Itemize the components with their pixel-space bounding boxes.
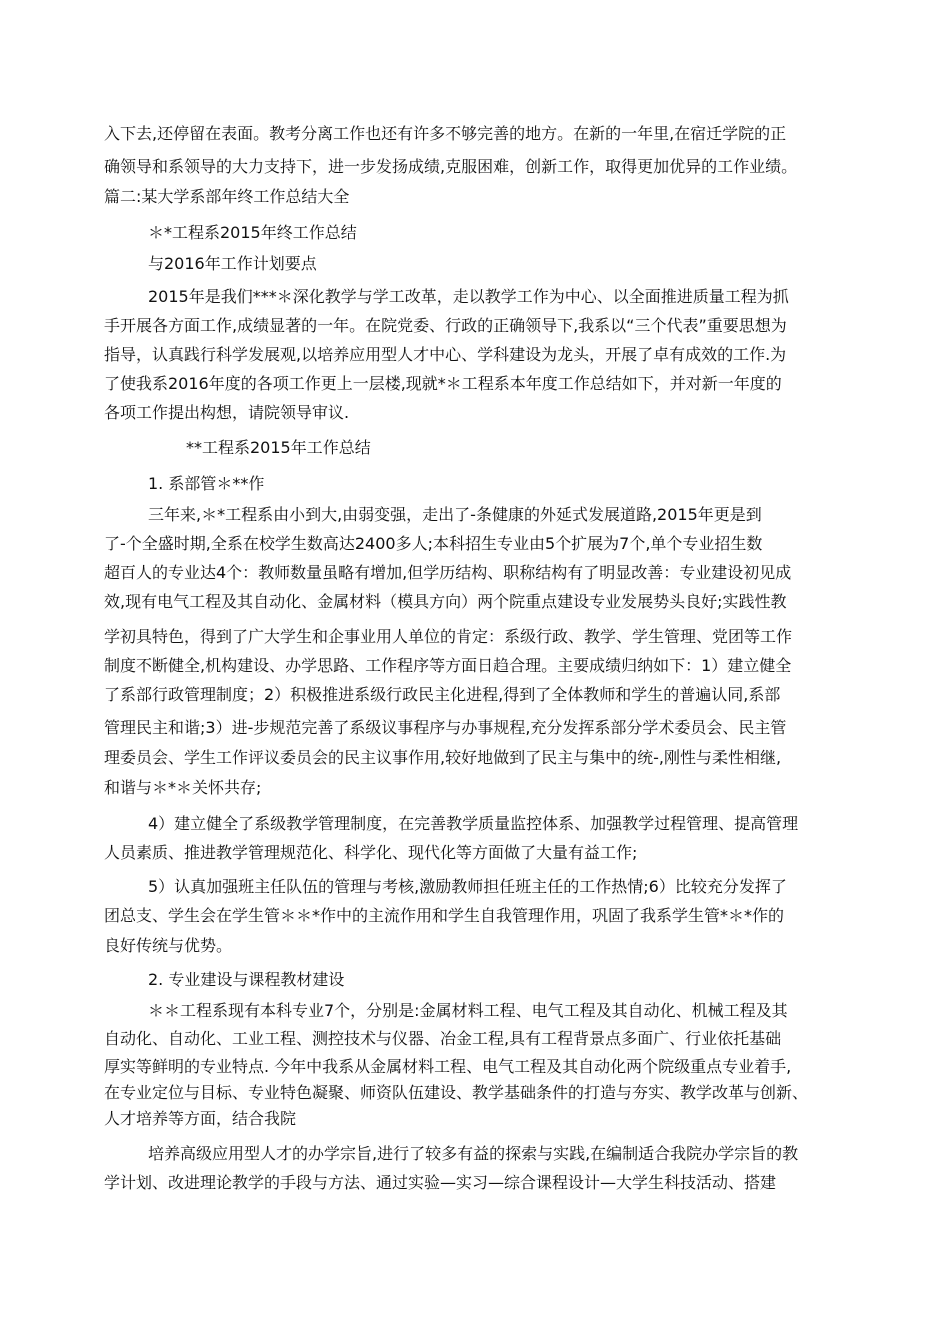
section-heading: **工程系2015年工作总结 — [186, 438, 371, 457]
text-line: 4）建立健全了系级教学管理制度，在完善教学质量监控体系、加强教学过程管理、提高管理 — [148, 814, 799, 833]
section-heading: 2. 专业建设与课程教材建设 — [148, 970, 345, 989]
text-line: 指导，认真践行科学发展观,以培养应用型人才中心、学科建设为龙头，开展了卓有成效的工作.为 — [104, 345, 787, 364]
section-heading: 篇二:某大学系部年终工作总结大全 — [104, 187, 350, 206]
text-line: 2015年是我们***＊深化教学与学工改革，走以教学工作为中心、以全面推进质量工程为抓 — [148, 287, 789, 306]
text-line: 手开展各方面工作,成绩显著的一年。在院党委、行政的正确领导下,我系以“三个代表”重要思想为 — [104, 316, 787, 335]
text-line: 自动化、自动化、工业工程、测控技术与仪器、冶金工程,具有工程背景点多面广、行业依托基础 — [104, 1029, 782, 1048]
text-line: 了系部行政管理制度；2）积极推进系级行政民主化进程,得到了全体教师和学生的普遍认同,系部 — [104, 685, 781, 704]
text-line: 良好传统与优势。 — [104, 936, 233, 955]
text-line: 入下去,还停留在表面。教考分离工作也还有许多不够完善的地方。在新的一年里,在宿迁学院的正 — [104, 124, 787, 143]
text-line: 厚实等鲜明的专业特点. 今年中我系从金属材料工程、电气工程及其自动化两个院级重点专业着手, — [104, 1057, 792, 1076]
text-line: 5）认真加强班主任队伍的管理与考核,激励教师担任班主任的工作热情;6）比较充分发挥了 — [148, 877, 787, 896]
text-line: 了-个全盛时期,全系在校学生数高达2400多人;本科招生专业由5个扩展为7个,单个专业招生数 — [104, 534, 763, 553]
text-line: 学初具特色，得到了广大学生和企事业用人单位的肯定：系级行政、教学、学生管理、党团等工作 — [104, 627, 793, 646]
text-line: 和谐与＊*＊关怀共存; — [104, 778, 262, 797]
text-line: 理委员会、学生工作评议委员会的民主议事作用,较好地做到了民主与集中的统-,刚性与柔性相继, — [104, 748, 782, 767]
text-line: 培养高级应用型人才的办学宗旨,进行了较多有益的探索与实践,在编制适合我院办学宗旨的教 — [148, 1144, 799, 1163]
text-line: 在专业定位与目标、专业特色凝聚、师资队伍建设、教学基础条件的打造与夯实、教学改革与创新、 — [104, 1083, 809, 1102]
section-heading: 1. 系部管＊**作 — [148, 474, 265, 493]
report-title: ＊*工程系2015年终工作总结 — [148, 223, 357, 242]
text-line: 团总支、学生会在学生管＊＊*作中的主流作用和学生自我管理作用，巩固了我系学生管*＊*作的 — [104, 906, 785, 925]
text-line: ＊＊工程系现有本科专业7个，分别是:金属材料工程、电气工程及其自动化、机械工程及其 — [148, 1001, 788, 1020]
text-line: 管理民主和谐;3）进-步规范完善了系级议事程序与办事规程,充分发挥系部分学术委员会、民主管 — [104, 718, 787, 737]
text-line: 效,现有电气工程及其自动化、金属材料（模具方向）两个院重点建设专业发展势头良好;实践性教 — [104, 592, 787, 611]
text-line: 超百人的专业达4个：教师数量虽略有增加,但学历结构、职称结构有了明显改善：专业建设初见成 — [104, 563, 792, 582]
text-line: 制度不断健全,机构建设、办学思路、工作程序等方面日趋合理。主要成绩归纳如下：1）建立健全 — [104, 656, 792, 675]
text-line: 人员素质、推进教学管理规范化、科学化、现代化等方面做了大量有益工作; — [104, 843, 638, 862]
text-line: 三年来,＊*工程系由小到大,由弱变强，走出了-条健康的外延式发展道路,2015年更是到 — [148, 505, 762, 524]
text-line: 人才培养等方面，结合我院 — [104, 1109, 297, 1128]
text-line: 学计划、改进理论教学的手段与方法、通过实验—实习—综合课程设计—大学生科技活动、搭建 — [104, 1173, 777, 1192]
report-subtitle: 与2016年工作计划要点 — [148, 254, 317, 273]
text-line: 确领导和系领导的大力支持下，进一步发扬成绩,克服困难，创新工作，取得更加优异的工作业绩。 — [104, 157, 798, 176]
text-line: 各项工作提出构想，请院领导审议. — [104, 403, 350, 422]
text-line: 了使我系2016年度的各项工作更上一层楼,现就*＊工程系本年度工作总结如下，并对新一年度的 — [104, 374, 782, 393]
